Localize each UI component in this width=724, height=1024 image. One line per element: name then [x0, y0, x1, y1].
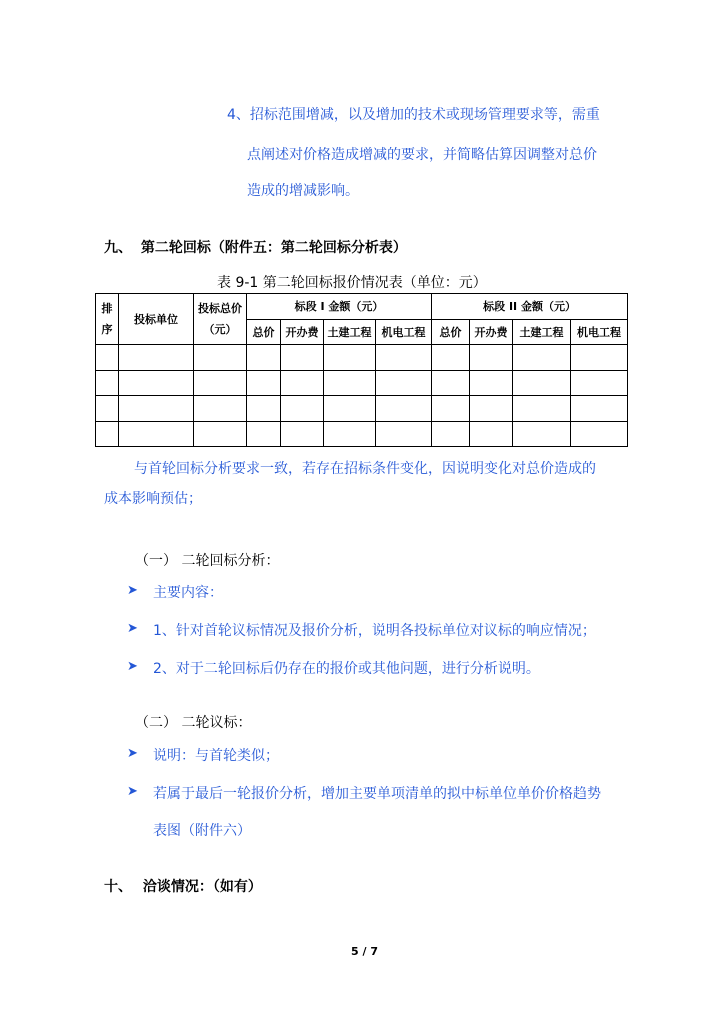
header-total-line2: （元） — [203, 323, 237, 336]
section10-heading — [104, 876, 262, 896]
arrow-bullet-icon: ➤ — [127, 659, 138, 674]
page-number: 5 / 7 — [351, 945, 378, 958]
header-rank — [96, 294, 119, 345]
section9-title: 第二轮回标（附件五：第二轮回标分析表） — [140, 240, 407, 256]
header-s2-civil: 土建工程 — [513, 320, 571, 345]
header-s1-total: 总价 — [247, 320, 281, 345]
table-caption: 表 9-1 第二轮回标报价情况表（单位：元） — [217, 275, 487, 291]
paragraph-line2: 成本影响预估； — [104, 491, 202, 507]
header-total — [194, 294, 247, 345]
header-s2-setup-fee: 开办费 — [470, 320, 513, 345]
table-row — [96, 422, 628, 447]
arrow-bullet-icon: ➤ — [127, 784, 138, 799]
arrow-bullet-icon: ➤ — [127, 583, 138, 598]
header-rank-line2: 序 — [101, 323, 113, 336]
item4-line3: 造成的增减影响。 — [247, 183, 359, 199]
section10-number: 十、 — [104, 879, 132, 895]
header-bidder: 投标单位 — [119, 294, 194, 345]
header-s1-setup-fee: 开办费 — [281, 320, 324, 345]
negotiation-bullet-1: 说明：与首轮类似； — [153, 748, 279, 764]
table-row — [96, 345, 628, 371]
header-section-1: 标段 I 金额（元） — [247, 294, 432, 320]
header-total-line1: 投标总价 — [198, 302, 242, 315]
header-section-2: 标段 II 金额（元） — [432, 294, 628, 320]
negotiation-bullet-2-line2: 表图（附件六） — [153, 823, 251, 839]
item4-line2: 点阐述对价格造成增减的要求，并简略估算因调整对总价 — [247, 147, 597, 163]
negotiation-heading: （二） 二轮议标： — [135, 715, 252, 731]
header-s2-mep: 机电工程 — [571, 320, 628, 345]
section9-heading — [104, 237, 407, 257]
header-s1-mep: 机电工程 — [376, 320, 432, 345]
header-s1-civil: 土建工程 — [324, 320, 376, 345]
header-rank-line1: 排 — [101, 302, 113, 315]
bid-price-table — [95, 293, 628, 447]
section9-number: 九、 — [104, 240, 132, 256]
paragraph-line1: 与首轮回标分析要求一致，若存在招标条件变化，因说明变化对总价造成的 — [134, 461, 596, 477]
analysis-bullet-3: 2、对于二轮回标后仍存在的报价或其他问题，进行分析说明。 — [153, 661, 540, 677]
analysis-bullet-1: 主要内容： — [153, 585, 223, 601]
item4-line1: 4、招标范围增减，以及增加的技术或现场管理要求等，需重 — [227, 107, 600, 123]
table-row — [96, 396, 628, 422]
header-s2-total: 总价 — [432, 320, 470, 345]
arrow-bullet-icon: ➤ — [127, 746, 138, 761]
section10-title: 洽谈情况：（如有） — [142, 879, 262, 895]
analysis-heading: （一） 二轮回标分析： — [135, 553, 280, 569]
table-row — [96, 371, 628, 396]
negotiation-bullet-2-line1: 若属于最后一轮报价分析，增加主要单项清单的拟中标单位单价价格趋势 — [153, 786, 601, 802]
arrow-bullet-icon: ➤ — [127, 621, 138, 636]
analysis-bullet-2: 1、针对首轮议标情况及报价分析，说明各投标单位对议标的响应情况； — [153, 623, 596, 639]
